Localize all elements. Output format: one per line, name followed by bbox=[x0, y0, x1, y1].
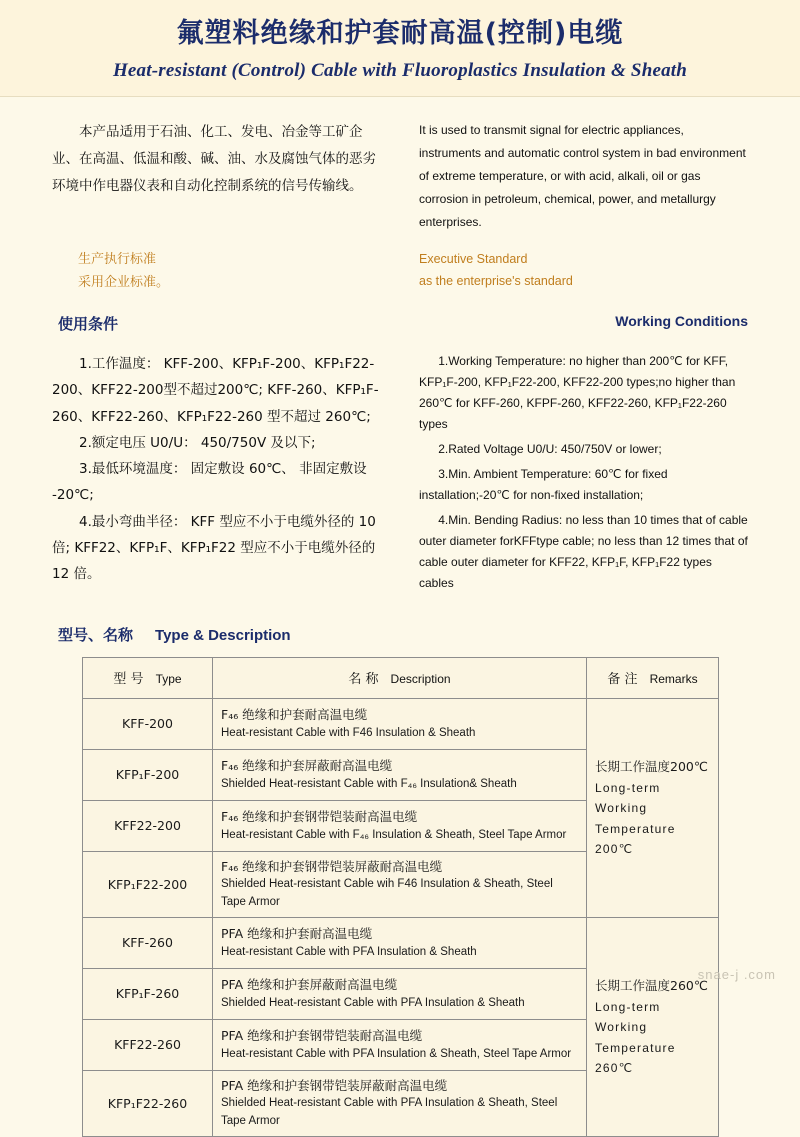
working-conditions-heading-cn: 使用条件 bbox=[58, 314, 119, 333]
cell-description bbox=[213, 698, 587, 749]
watermark: snae-j .com bbox=[697, 967, 776, 982]
cell-description bbox=[213, 1070, 587, 1136]
working-conditions-body bbox=[0, 339, 800, 598]
remark-en-line2: Temperature 200℃ bbox=[595, 821, 676, 856]
cell-type: KFP₁F22-200 bbox=[83, 851, 213, 917]
desc-cn: F₄₆ 绝缘和护套钢带铠装耐高温电缆 bbox=[221, 809, 418, 825]
wc-cn-item-4: 4.最小弯曲半径： KFF 型应不小于电缆外径的 10 倍; KFF22、KFP₁F、KFP₁F22 型应不小于电缆外径的 12 倍。 bbox=[52, 513, 376, 583]
cell-type: KFF22-260 bbox=[83, 1019, 213, 1070]
cell-description bbox=[213, 749, 587, 800]
cell-description bbox=[213, 851, 587, 917]
col-desc-en: Description bbox=[390, 671, 451, 686]
column-header-remarks bbox=[587, 657, 719, 698]
desc-en: Heat-resistant Cable with F₄₆ Insulation & Sheath, Steel Tape Armor bbox=[221, 828, 567, 841]
standard-column-cn bbox=[52, 249, 381, 295]
intro-text-en: It is used to transmit signal for electric appliances, instruments and automatic control system in bad environment of extreme temperature, or with acid, alkali, oil or gas corrosion in petroleum, chemical, power, and metallurgy enterprises. bbox=[419, 123, 746, 229]
desc-cn: PFA 绝缘和护套钢带铠装屏蔽耐高温电缆 bbox=[221, 1077, 448, 1093]
desc-en: Shielded Heat-resistant Cable with PFA Insulation & Sheath, Steel Tape Armor bbox=[221, 1097, 558, 1128]
intro-column-en bbox=[419, 119, 748, 233]
desc-en: Shielded Heat-resistant Cable wih F46 Insulation & Sheath, Steel Tape Armor bbox=[221, 878, 553, 909]
remark-en-line1: Long-term Working bbox=[595, 999, 661, 1035]
working-conditions-column-cn bbox=[52, 351, 381, 598]
table-header-row bbox=[83, 657, 719, 698]
cell-description bbox=[213, 968, 587, 1019]
desc-en: Shielded Heat-resistant Cable with F₄₆ Insulation& Sheath bbox=[221, 777, 517, 790]
standard-cn-line2: 采用企业标准。 bbox=[78, 275, 170, 291]
type-heading-en: Type & Description bbox=[155, 626, 291, 644]
col-type-cn: 型 号 bbox=[113, 671, 144, 687]
standard-cn-line1: 生产执行标准 bbox=[78, 252, 157, 268]
col-remark-cn: 备 注 bbox=[607, 671, 638, 687]
wc-en-item-1: 1.Working Temperature: no higher than 200℃ for KFF, KFP₁F-200, KFP₁F22-200, KFF22-200 types;no higher than 260℃ for KFF-260, KFPF-260, KFF22-260, KFP₁F22-260 types bbox=[419, 353, 736, 431]
cell-description bbox=[213, 917, 587, 968]
working-conditions-column-en bbox=[419, 351, 748, 598]
cell-description bbox=[213, 800, 587, 851]
desc-cn: F₄₆ 绝缘和护套钢带铠装屏蔽耐高温电缆 bbox=[221, 858, 443, 874]
wc-cn-item-1: 1.工作温度： KFF-200、KFP₁F-200、KFP₁F22-200、KFF22-200型不超过200℃; KFF-260、KFP₁F-260、KFF22-260、KFP₁F22-260 型不超过 260℃; bbox=[52, 355, 379, 425]
column-header-type bbox=[83, 657, 213, 698]
standard-section bbox=[0, 233, 800, 295]
desc-en: Heat-resistant Cable with PFA Insulation & Sheath bbox=[221, 945, 477, 958]
col-desc-cn: 名 称 bbox=[348, 671, 379, 687]
remark-en-line2: Temperature 260℃ bbox=[595, 1040, 676, 1075]
remark-en-line1: Long-term Working bbox=[595, 780, 661, 816]
wc-en-item-2: 2.Rated Voltage U0/U: 450/750V or lower; bbox=[438, 441, 662, 456]
wc-cn-item-3: 3.最低环境温度： 固定敷设 60℃、 非固定敷设 -20℃; bbox=[52, 461, 367, 504]
type-description-table bbox=[82, 657, 719, 1137]
page-header bbox=[0, 0, 800, 97]
wc-cn-item-2: 2.额定电压 U0/U： 450/750V 及以下; bbox=[79, 434, 316, 451]
desc-en: Shielded Heat-resistant Cable with PFA Insulation & Sheath bbox=[221, 996, 525, 1009]
cell-type: KFF22-200 bbox=[83, 800, 213, 851]
intro-column-cn bbox=[52, 119, 381, 233]
wc-en-item-4: 4.Min. Bending Radius: no less than 10 times that of cable outer diameter forKFFtype cable; no less than 12 times that of cable outer diameter for KFF22, KFP₁F, KFP₁F22 types cables bbox=[419, 512, 748, 590]
col-remark-en: Remarks bbox=[649, 671, 698, 686]
page-title-cn: 氟塑料绝缘和护套耐高温(控制)电缆 bbox=[176, 18, 624, 49]
standard-column-en bbox=[419, 249, 748, 295]
cell-type: KFP₁F22-260 bbox=[83, 1070, 213, 1136]
cell-type: KFF-260 bbox=[83, 917, 213, 968]
working-conditions-headings bbox=[0, 295, 800, 339]
cell-description bbox=[213, 1019, 587, 1070]
desc-cn: PFA 绝缘和护套屏蔽耐高温电缆 bbox=[221, 977, 398, 993]
intro-section bbox=[0, 97, 800, 233]
column-header-description bbox=[213, 657, 587, 698]
cell-type: KFP₁F-200 bbox=[83, 749, 213, 800]
standard-en-line1: Executive Standard bbox=[419, 252, 528, 267]
table-row bbox=[83, 698, 719, 749]
intro-text-cn: 本产品适用于石油、化工、发电、冶金等工矿企业、在高温、低温和酸、碱、油、水及腐蚀气体的恶劣环境中作电器仪表和自动化控制系统的信号传输线。 bbox=[52, 124, 376, 195]
cell-type: KFF-200 bbox=[83, 698, 213, 749]
col-type-en: Type bbox=[155, 671, 182, 686]
wc-en-item-3: 3.Min. Ambient Temperature: 60℃ for fixed installation;-20℃ for non-fixed installation; bbox=[419, 466, 668, 502]
cell-remark bbox=[587, 698, 719, 917]
working-conditions-heading-en: Working Conditions bbox=[615, 312, 748, 329]
table-row bbox=[83, 917, 719, 968]
desc-cn: PFA 绝缘和护套钢带铠装耐高温电缆 bbox=[221, 1028, 423, 1044]
desc-cn: F₄₆ 绝缘和护套屏蔽耐高温电缆 bbox=[221, 758, 393, 774]
remark-cn: 长期工作温度260℃ bbox=[595, 978, 708, 994]
desc-en: Heat-resistant Cable with F46 Insulation & Sheath bbox=[221, 726, 476, 739]
remark-cn: 长期工作温度200℃ bbox=[595, 759, 708, 775]
desc-cn: F₄₆ 绝缘和护套耐高温电缆 bbox=[221, 707, 368, 723]
cell-remark bbox=[587, 917, 719, 1136]
page-title-en: Heat-resistant (Control) Cable with Fluoroplastics Insulation & Sheath bbox=[112, 60, 688, 82]
type-heading-cn: 型号、名称 bbox=[58, 625, 134, 644]
type-section-heading bbox=[0, 598, 800, 645]
desc-en: Heat-resistant Cable with PFA Insulation & Sheath, Steel Tape Armor bbox=[221, 1047, 572, 1060]
standard-en-line2: as the enterprise's standard bbox=[419, 274, 573, 289]
desc-cn: PFA 绝缘和护套耐高温电缆 bbox=[221, 926, 373, 942]
cell-type: KFP₁F-260 bbox=[83, 968, 213, 1019]
